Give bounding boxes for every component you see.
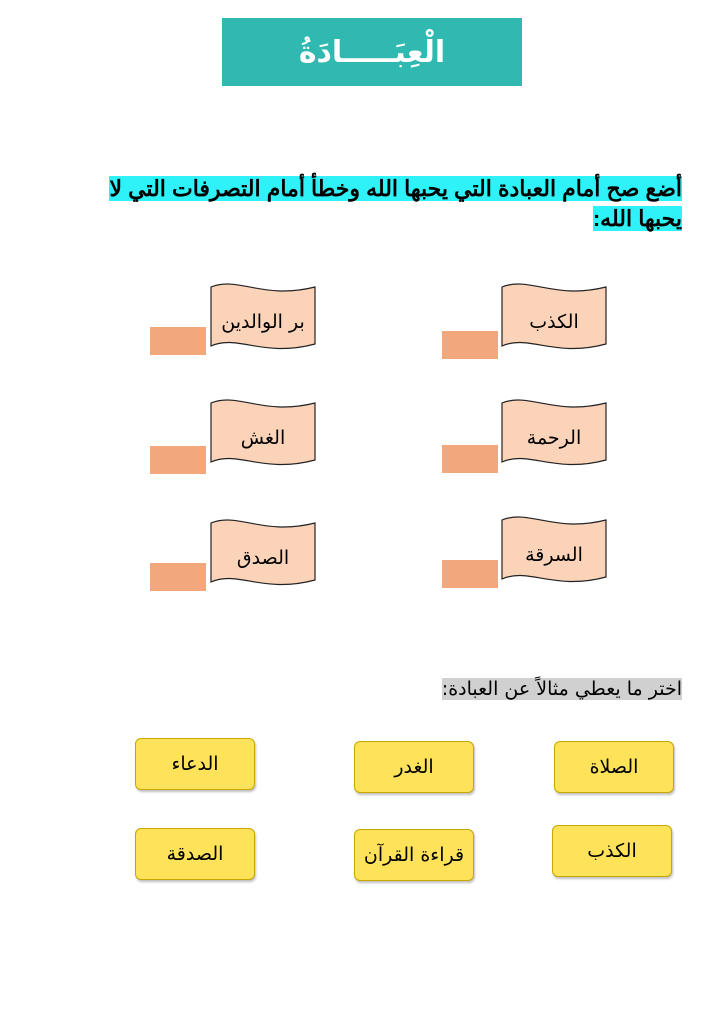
flag-item-3 [499, 398, 609, 478]
option-button[interactable]: الكذب [552, 825, 672, 877]
answer-box-6[interactable] [150, 563, 206, 591]
flag-item-6 [208, 518, 318, 598]
flag-item-5 [499, 515, 609, 595]
flag-label: الرحمة [526, 427, 582, 449]
option-button[interactable]: قراءة القرآن [354, 829, 474, 881]
answer-box-5[interactable] [442, 560, 498, 588]
answer-box-2[interactable] [150, 327, 206, 355]
flag-label: الصدق [236, 547, 290, 569]
flag-item-4 [208, 398, 318, 478]
flag-item-2 [208, 282, 318, 362]
flag-label: السرقة [525, 544, 583, 566]
option-button[interactable]: الصدقة [135, 828, 255, 880]
flag-label: الكذب [529, 311, 579, 333]
answer-box-4[interactable] [150, 446, 206, 474]
option-button[interactable]: الدعاء [135, 738, 255, 790]
option-button[interactable]: الصلاة [554, 741, 674, 793]
flag-item-1 [499, 282, 609, 362]
answer-box-3[interactable] [442, 445, 498, 473]
answer-box-1[interactable] [442, 331, 498, 359]
option-button[interactable]: الغدر [354, 741, 474, 793]
question1-instruction: أضع صح أمام العبادة التي يحبها الله وخطأ أمام التصرفات التي لا يحبها الله: [109, 176, 682, 231]
flag-label: بر الوالدين [221, 311, 305, 333]
question2-instruction: اختر ما يعطي مثالاً عن العبادة: [441, 678, 682, 700]
flag-label: الغش [240, 427, 286, 449]
page-title: الْعِبَـــــادَةُ [222, 18, 522, 86]
